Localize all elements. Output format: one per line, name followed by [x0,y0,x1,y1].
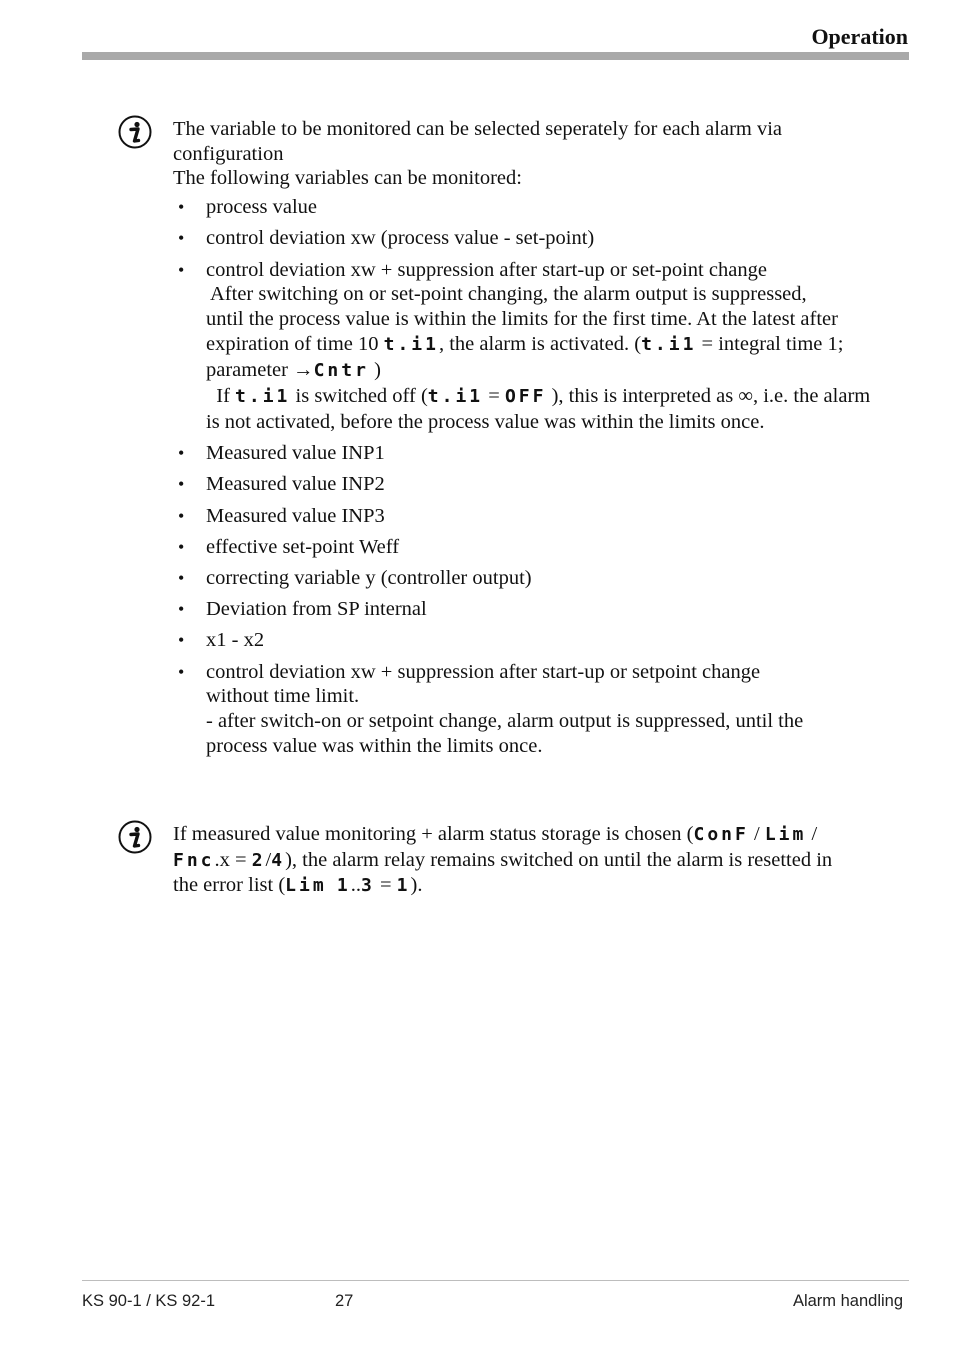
header-bar [82,52,909,60]
display-code-4: 4 [271,849,286,871]
display-code-off: OFF [504,386,547,408]
footer-section: Alarm handling [792,1292,903,1310]
note-variables [173,117,909,766]
display-code-1: 1 [396,875,411,897]
display-code-conf: ConF [693,824,749,845]
list-item: • control deviation xw + suppression after start-up or set-point change After switching on or set-point changing, the alarm output is suppressed, until the process value is within the limits for the first time. At the latest after expiration of time 10 t.i1, the alarm is activated. (t.i1 = integral time 1; parameter →Cntr ) If t.i1 is switched off (t.i1 = OFF ), this is interpreted as ∞, i.e. the alarm is not activated, before the process value was within the limits once. [173,258,909,435]
display-code-ti1: t.i1 [641,334,697,356]
list-item: • Measured value INP1 [173,441,909,466]
list-item: • Measured value INP2 [173,472,909,497]
display-code-ti1: t.i1 [383,334,439,356]
display-code-ti1: t.i1 [235,386,291,408]
list-item: • Measured value INP3 [173,504,909,529]
info-icon [118,820,152,854]
note-alarm-storage [173,822,909,899]
display-code-cntr: Cntr [313,360,369,382]
display-code-fnc: Fnc [173,849,215,871]
list-item: • Deviation from SP internal [173,597,909,622]
display-code-lim: Lim [285,875,327,897]
list-item: • control deviation xw (process value - set-point) [173,226,909,251]
display-code-ti1: t.i1 [427,386,484,408]
note-text: If measured value monitoring + alarm status storage is chosen (ConF / Lim / Fnc.x = 2/4), the alarm relay remains switched on until the alarm is resetted in the error list (Lim 1..3 = 1). [173,823,833,897]
header-title: Operation [811,24,908,49]
list-item: • correcting variable y (controller output) [173,566,909,591]
intro-text: configuration [173,142,284,165]
display-code-lim: Lim [764,824,807,845]
list-item: • process value [173,195,909,220]
display-code-1: 1 [336,875,351,897]
footer-line [82,1280,909,1281]
info-icon [118,115,152,149]
monitored-variable-list [173,195,909,759]
list-item: • effective set-point Weff [173,535,909,560]
display-code-2: 2 [251,849,266,871]
footer-model: KS 90-1 / KS 92-1 [82,1292,215,1310]
intro-text: The following variables can be monitored: [173,167,522,190]
list-item: • x1 - x2 [173,628,909,653]
footer-page-number: 27 [335,1292,354,1310]
list-item: • control deviation xw + suppression after start-up or setpoint change without time limit. - after switch-on or setpoint change, alarm output is suppressed, until the process value was within the limits once. [173,660,909,760]
intro-text: The variable to be monitored can be selected seperately for each alarm via [173,118,783,140]
display-code-3: 3 [361,875,375,897]
